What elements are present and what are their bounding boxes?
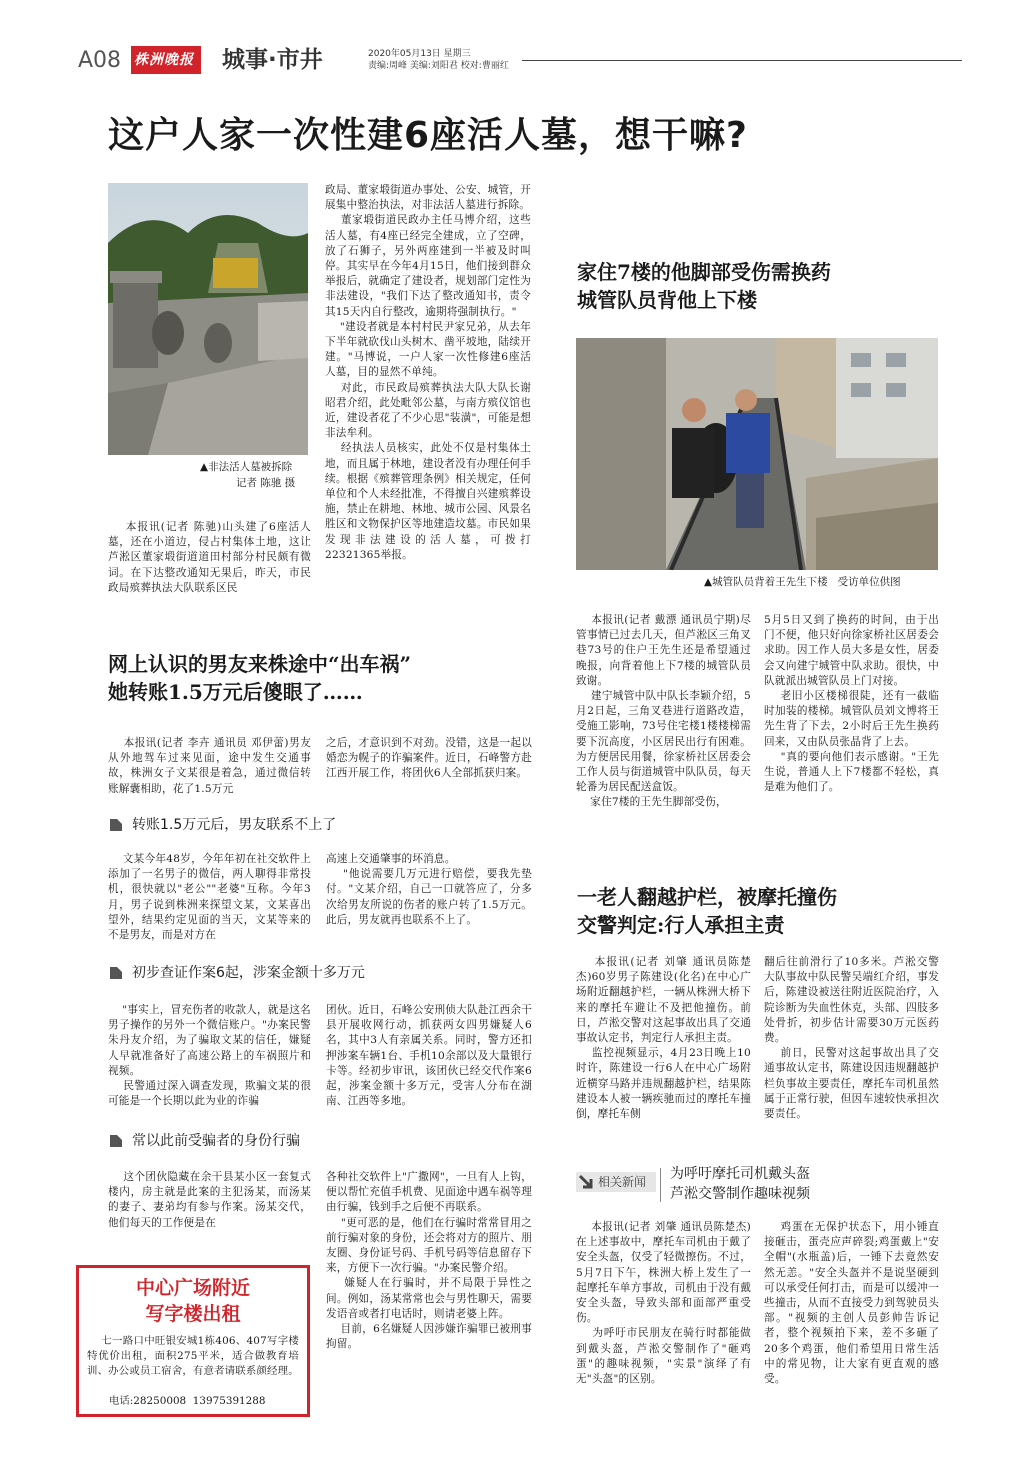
section-marker-icon [108, 1133, 124, 1149]
tomb-photo-illustration [108, 183, 308, 455]
accident-headline-1: 一老人翻越护栏，被摩托撞伤 [577, 885, 837, 909]
ad-phone: 电话:28250008 13975391288 [109, 1395, 266, 1407]
tomb-photo-credit: 记者 陈驰 摄 [236, 477, 296, 489]
issue-date: 2020年05月13日 星期三 [368, 49, 471, 59]
editor-credits: 责编:周峰 美编:刘阳君 校对:曹丽红 [368, 61, 509, 71]
stairs-photo-caption: ▲城管队员背着王先生下楼 受访单位供图 [704, 576, 901, 588]
related-headline-1: 为呼吁摩托司机戴头盔 [670, 1166, 810, 1182]
related-news-tag [576, 1172, 656, 1192]
main-headline: 这户人家一次性建6座活人墓，想干嘛? [108, 115, 748, 156]
related-news-divider [660, 1168, 661, 1202]
header-rule [522, 60, 962, 61]
fraud-headline-1: 网上认识的男友来株途中“出车祸” [108, 652, 412, 676]
ad-title-1: 中心广场附近 [135, 1277, 250, 1299]
fraud-section3-title: 常以此前受骗者的身份行骗 [132, 1133, 300, 1149]
fraud-section3-head [108, 1131, 300, 1151]
section-marker-icon [108, 965, 124, 981]
fraud-intro-col2: 之后，才意识到不对劲。没错，这是一起以婚恋为幌子的诈骗案件。近日，石峰警方赴江西开展工作，将团伙6人全部抓获归案。 [326, 737, 532, 780]
stairs-photo-illustration [576, 338, 938, 570]
stairs-headline-2: 城管队员背他上下楼 [577, 288, 757, 312]
fraud-sec2-col1: "事实上，冒充伤者的收款人，就是这名男子操作的另外一个微信账户。"办案民警朱丹友介绍，为了骗取文某的信任，嫌疑人早就准备好了高速公路上的车祸照片和视频。 民警通过深入调查发现，欺骗文某的很可能是一个长期以此为业的诈骗 [108, 1004, 311, 1108]
masthead-logo [131, 46, 201, 74]
page-number: A08 [78, 48, 122, 73]
ad-title-2: 写字楼出租 [145, 1303, 241, 1325]
stairs-photo [576, 338, 938, 570]
paper-name: 株洲晚报 [134, 52, 194, 68]
main-story-col1: 本报讯(记者 陈驰)山头建了6座活人墓，还在小道边，侵占村集体土地，这让芦淞区董家塅街道道田村部分村民颇有微词。在下达整改通知无果后，昨天，市民政局殡葬执法大队联系区民 [108, 521, 311, 594]
fraud-section1-title: 转账1.5万元后，男友联系不上了 [132, 817, 337, 833]
section-marker-icon [108, 817, 124, 833]
ad-body: 七一路口中旺银安城1栋406、407写字楼特优价出租，面积275平米，适合做教育培训、办公或员工宿舍，有意者请联系颜经理。 [87, 1335, 299, 1378]
fraud-section2-title: 初步查证作案6起，涉案金额十多万元 [132, 965, 365, 981]
related-headline-2: 芦淞交警制作趣味视频 [670, 1186, 810, 1202]
fraud-sec2-col2: 团伙。近日，石峰公安刑侦大队赴江西余干县开展收网行动，抓获两女四男嫌疑人6名，其中3人有亲属关系。同时，警方还扣押涉案车辆1台、手机10余部以及大量银行卡等。经初步审讯，该团伙已经交代作案6起，涉案金额十多万元，受害人分布在湖南、江西等多地。 [326, 1004, 532, 1108]
arrow-icon [577, 1173, 595, 1191]
fraud-headline-2: 她转账1.5万元后傻眼了…… [108, 680, 363, 704]
related-col1: 本报讯(记者 刘肇 通讯员陈楚杰)在上述事故中，摩托车司机由于戴了安全头盔，仅受了轻微擦伤。不过，5月7日下午，株洲大桥上发生了一起摩托车单方事故，司机由于没有戴安全头盔，导致头部和面部严重受伤。 为呼吁市民朋友在骑行时都能做到戴头盔，芦淞交警制作了"砸鸡蛋"的趣味视频，"实景"演绎了有无"头盔"的区别。 [576, 1221, 751, 1386]
related-col2: 鸡蛋在无保护状态下，用小锤直接砸击，蛋壳应声碎裂;鸡蛋戴上"安全帽"(水瓶盖)后，一锤下去竟然安然无恙。"安全头盔并不是说坚硬到可以承受任何打击，而是可以缓冲一些撞击，从而不直接受力到驾驶员头部。"视频的主创人员彭帅告诉记者，整个视频拍下来，差不多砸了20多个鸡蛋，他们希望用日常生活中的常见物，让大家有更直观的感受。 [764, 1221, 939, 1386]
accident-col1: 本报讯(记者 刘肇 通讯员陈楚杰)60岁男子陈建设(化名)在中心广场附近翻越护栏，一辆从株洲大桥下来的摩托车避让不及把他撞伤。前日，芦淞交警对这起事故出具了交通事故认定书，判定行人承担主责。 监控视频显示，4月23日晚上10时许，陈建设一行6人在中心广场附近横穿马路并违规翻越护栏，结果陈建设本人被一辆疾驰而过的摩托车撞倒，摩托车侧 [576, 956, 751, 1121]
fraud-sec3-col2: 各种社交软件上"广撒网"，一旦有人上钩，便以帮忙充值手机费、见面途中遇车祸等理由行骗，钱到手之后便不再联系。 "更可恶的是，他们在行骗时常常冒用之前行骗对象的身份，还会将对方的照片、朋友圈、身份证号码、手机号码等信息留存下来，方便下一次行骗。"办案民警介绍。 嫌疑人在行骗时，并不局限于异性之间。例如，汤某常常也会与男性聊天，需要发语音或者打电话时，则请老婆上阵。 目前，6名嫌疑人因涉嫌诈骗罪已被刑事拘留。 [326, 1171, 532, 1351]
fraud-section2-head [108, 963, 365, 983]
stairs-headline-1: 家住7楼的他脚部受伤需换药 [577, 260, 831, 284]
accident-headline-2: 交警判定:行人承担主责 [577, 913, 785, 937]
stairs-col1: 本报讯(记者 戴漂 通讯员宁期)尽管事情已过去几天，但芦淞区三角叉巷73号的住户王先生还是希望通过晚报，向背着他上下7楼的城管队员致谢。 建宁城管中队中队长李颖介绍，5月2日起，三角叉巷进行道路改造，受施工影响，73号住宅楼1楼楼梯需要下沉高度，小区居民出行有困难。为方便居民用餐，徐家桥社区居委会工作人员与街道城管中队队员，每天轮番为居民配送盒饭。 家住7楼的王先生脚部受伤， [576, 614, 751, 809]
tomb-photo [108, 183, 308, 455]
main-story-col2: 政局、董家塅街道办事处、公安、城管，开展集中整治执法，对非法活人墓进行拆除。 董家塅街道民政办主任马博介绍，这些活人墓，有4座已经完全建成，立了空碑，放了石狮子，另外两座建到一半被及时叫停。其实早在今年4月15日，他们接到群众举报后，就确定了建设者，规划部门定性为非法建设，"我们下达了整改通知书，责令其15天内自行整改，逾期将强制执行。" "建设者就是本村村民尹家兄弟，从去年下半年就砍伐山头树木、凿平坡地，陆续开建。"马博说，一户人家一次性修建6座活人墓，目的显然不单纯。 对此，市民政局殡葬执法大队大队长谢昭君介绍，此处毗邻公墓，与南方殡仪馆也近，建设者花了不少心思"装潢"，可能是想非法牟利。 经执法人员核实，此处不仅是村集体土地，而且属于林地，建设者没有办理任何手续。根据《殡葬管理条例》相关规定，任何单位和个人未经批准，不得擅自兴建殡葬设施，禁止在耕地、林地、城市公园、风景名胜区和文物保护区等地建造坟墓。市民如果发现非法建设的活人墓，可拨打22321365举报。 [325, 184, 531, 561]
fraud-intro-col1: 本报讯(记者 李卉 通讯员 邓伊蕾)男友从外地驾车过来见面，途中发生交通事故，株洲女子文某很是着急，通过微信转账解囊相助，花了1.5万元 [108, 737, 311, 795]
ad-box [76, 1265, 310, 1417]
fraud-section1-head [108, 815, 336, 835]
fraud-sec1-col1: 文某今年48岁，今年年初在社交软件上添加了一名男子的微信，两人聊得非常投机，很快就以"老公""老婆"互称。今年3月，男子说到株洲来探望文某，文某喜出望外，结果约定见面的当天，文某等来的不是男友，而是对方在 [108, 853, 311, 942]
section-name: 城事·市井 [222, 47, 323, 73]
accident-col2: 翻后往前滑行了10多米。芦淞交警大队事故中队民警吴端红介绍，事发后，陈建设被送往附近医院治疗，入院诊断为失血性休克，头部、四肢多处骨折，初步估计需要30万元医药费。 前日，民警对这起事故出具了交通事故认定书，陈建设因违规翻越护栏负事故主要责任，摩托车司机虽然属于正常行驶，但因车速较快承担次要责任。 [764, 956, 939, 1121]
stairs-col2: 5月5日又到了换药的时间，由于出门不便，他只好向徐家桥社区居委会求助。因工作人员大多是女性，居委会又向建宁城管中队求助。很快，中队就派出城管队员上门对接。 老旧小区楼梯很陡，还有一截临时加装的楼梯。城管队员刘文博将王先生背了下去，2小时后王先生换药回来，又由队员张晶背了上去。 "真的要向他们表示感谢。"王先生说，普通人上下7楼都不轻松，真是难为他们了。 [764, 614, 939, 794]
tomb-photo-caption: ▲非法活人墓被拆除 [200, 461, 293, 473]
fraud-sec3-col1: 这个团伙隐藏在余干县某小区一套复式楼内，房主就是此案的主犯汤某，而汤某的妻子、妻弟均有参与作案。汤某交代，他们每天的工作便是在 [108, 1171, 311, 1229]
related-news-label: 相关新闻 [598, 1175, 647, 1189]
fraud-sec1-col2: 高速上交通肇事的坏消息。 "他说需要几万元进行赔偿，要我先垫付。"文某介绍，自己一口就答应了，分多次给男友所说的伤者的账户转了1.5万元。此后，男友就再也联系不上了。 [326, 853, 532, 926]
